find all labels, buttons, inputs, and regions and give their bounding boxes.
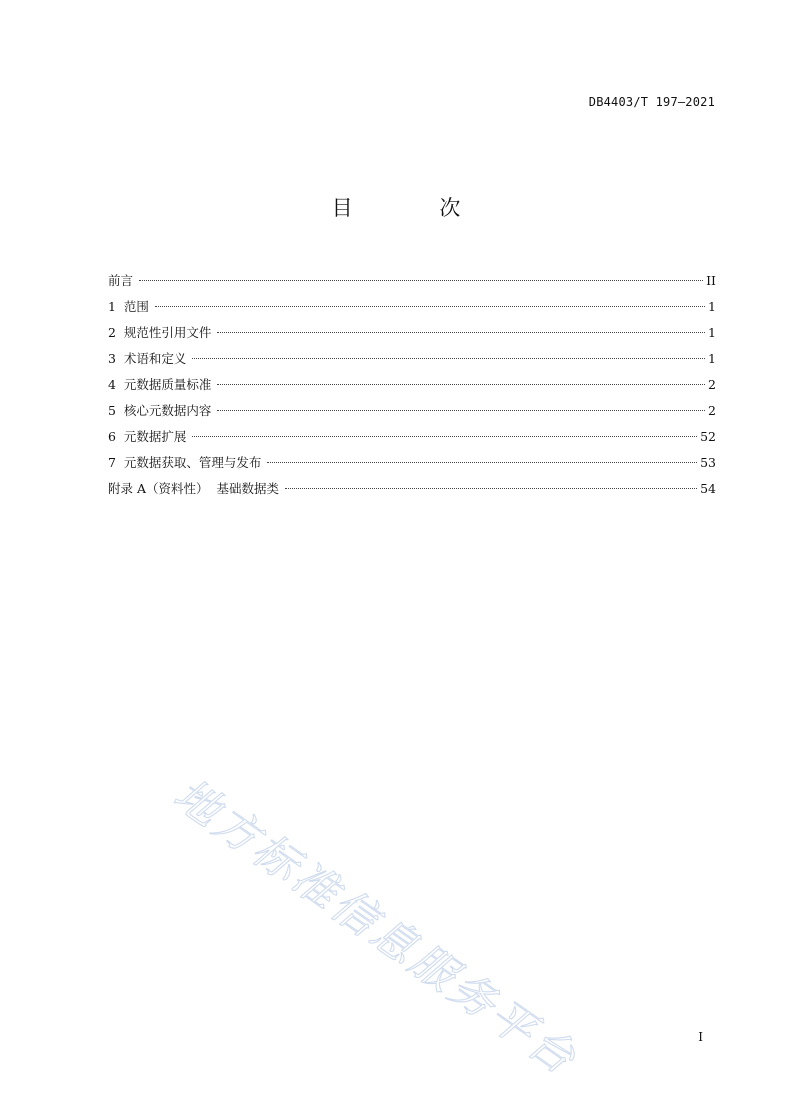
watermark: 地方标准信息服务平台 (164, 769, 587, 1087)
dot-leader (155, 306, 705, 307)
toc-entry-label: 2 规范性引用文件 (108, 325, 212, 340)
toc-entry-label: 1 范围 (108, 299, 149, 314)
toc-entry-label: 4 元数据质量标准 (108, 377, 212, 392)
dot-leader (267, 462, 697, 463)
dot-leader (285, 488, 697, 489)
toc-entry-page: 52 (700, 429, 716, 444)
toc-entry-label: 附录 A（资料性） 基础数据类 (108, 481, 279, 496)
toc-entry-metadata-quality[interactable] (108, 377, 716, 403)
toc-entry-terms-definitions[interactable] (108, 351, 716, 377)
dot-leader (217, 332, 705, 333)
toc-entry-label: 5 核心元数据内容 (108, 403, 212, 418)
toc-entry-page: 1 (708, 351, 716, 366)
toc-entry-appendix-a[interactable] (108, 481, 716, 507)
toc-entry-core-metadata[interactable] (108, 403, 716, 429)
page-number: I (698, 1030, 703, 1044)
toc-entry-normative-references[interactable] (108, 325, 716, 351)
toc-entry-label: 前言 (108, 273, 134, 288)
toc-entry-page: II (706, 273, 716, 288)
toc-entry-page: 2 (708, 403, 716, 418)
toc-entry-label: 3 术语和定义 (108, 351, 187, 366)
dot-leader (192, 436, 697, 437)
document-code: DB4403/T 197—2021 (588, 95, 715, 109)
toc-entry-label: 7 元数据获取、管理与发布 (108, 455, 262, 470)
toc-entry-page: 53 (700, 455, 716, 470)
dot-leader (192, 358, 705, 359)
toc-entry-page: 1 (708, 325, 716, 340)
toc-entry-metadata-management[interactable] (108, 455, 716, 481)
table-of-contents (108, 273, 716, 507)
dot-leader (217, 410, 705, 411)
toc-entry-label: 6 元数据扩展 (108, 429, 187, 444)
dot-leader (217, 384, 705, 385)
dot-leader (139, 280, 703, 281)
toc-entry-foreword[interactable] (108, 273, 716, 299)
toc-entry-page: 2 (708, 377, 716, 392)
toc-entry-scope[interactable] (108, 299, 716, 325)
toc-entry-page: 54 (700, 481, 716, 496)
toc-title: 目 次 (331, 196, 501, 220)
toc-entry-metadata-extension[interactable] (108, 429, 716, 455)
toc-entry-page: 1 (708, 299, 716, 314)
